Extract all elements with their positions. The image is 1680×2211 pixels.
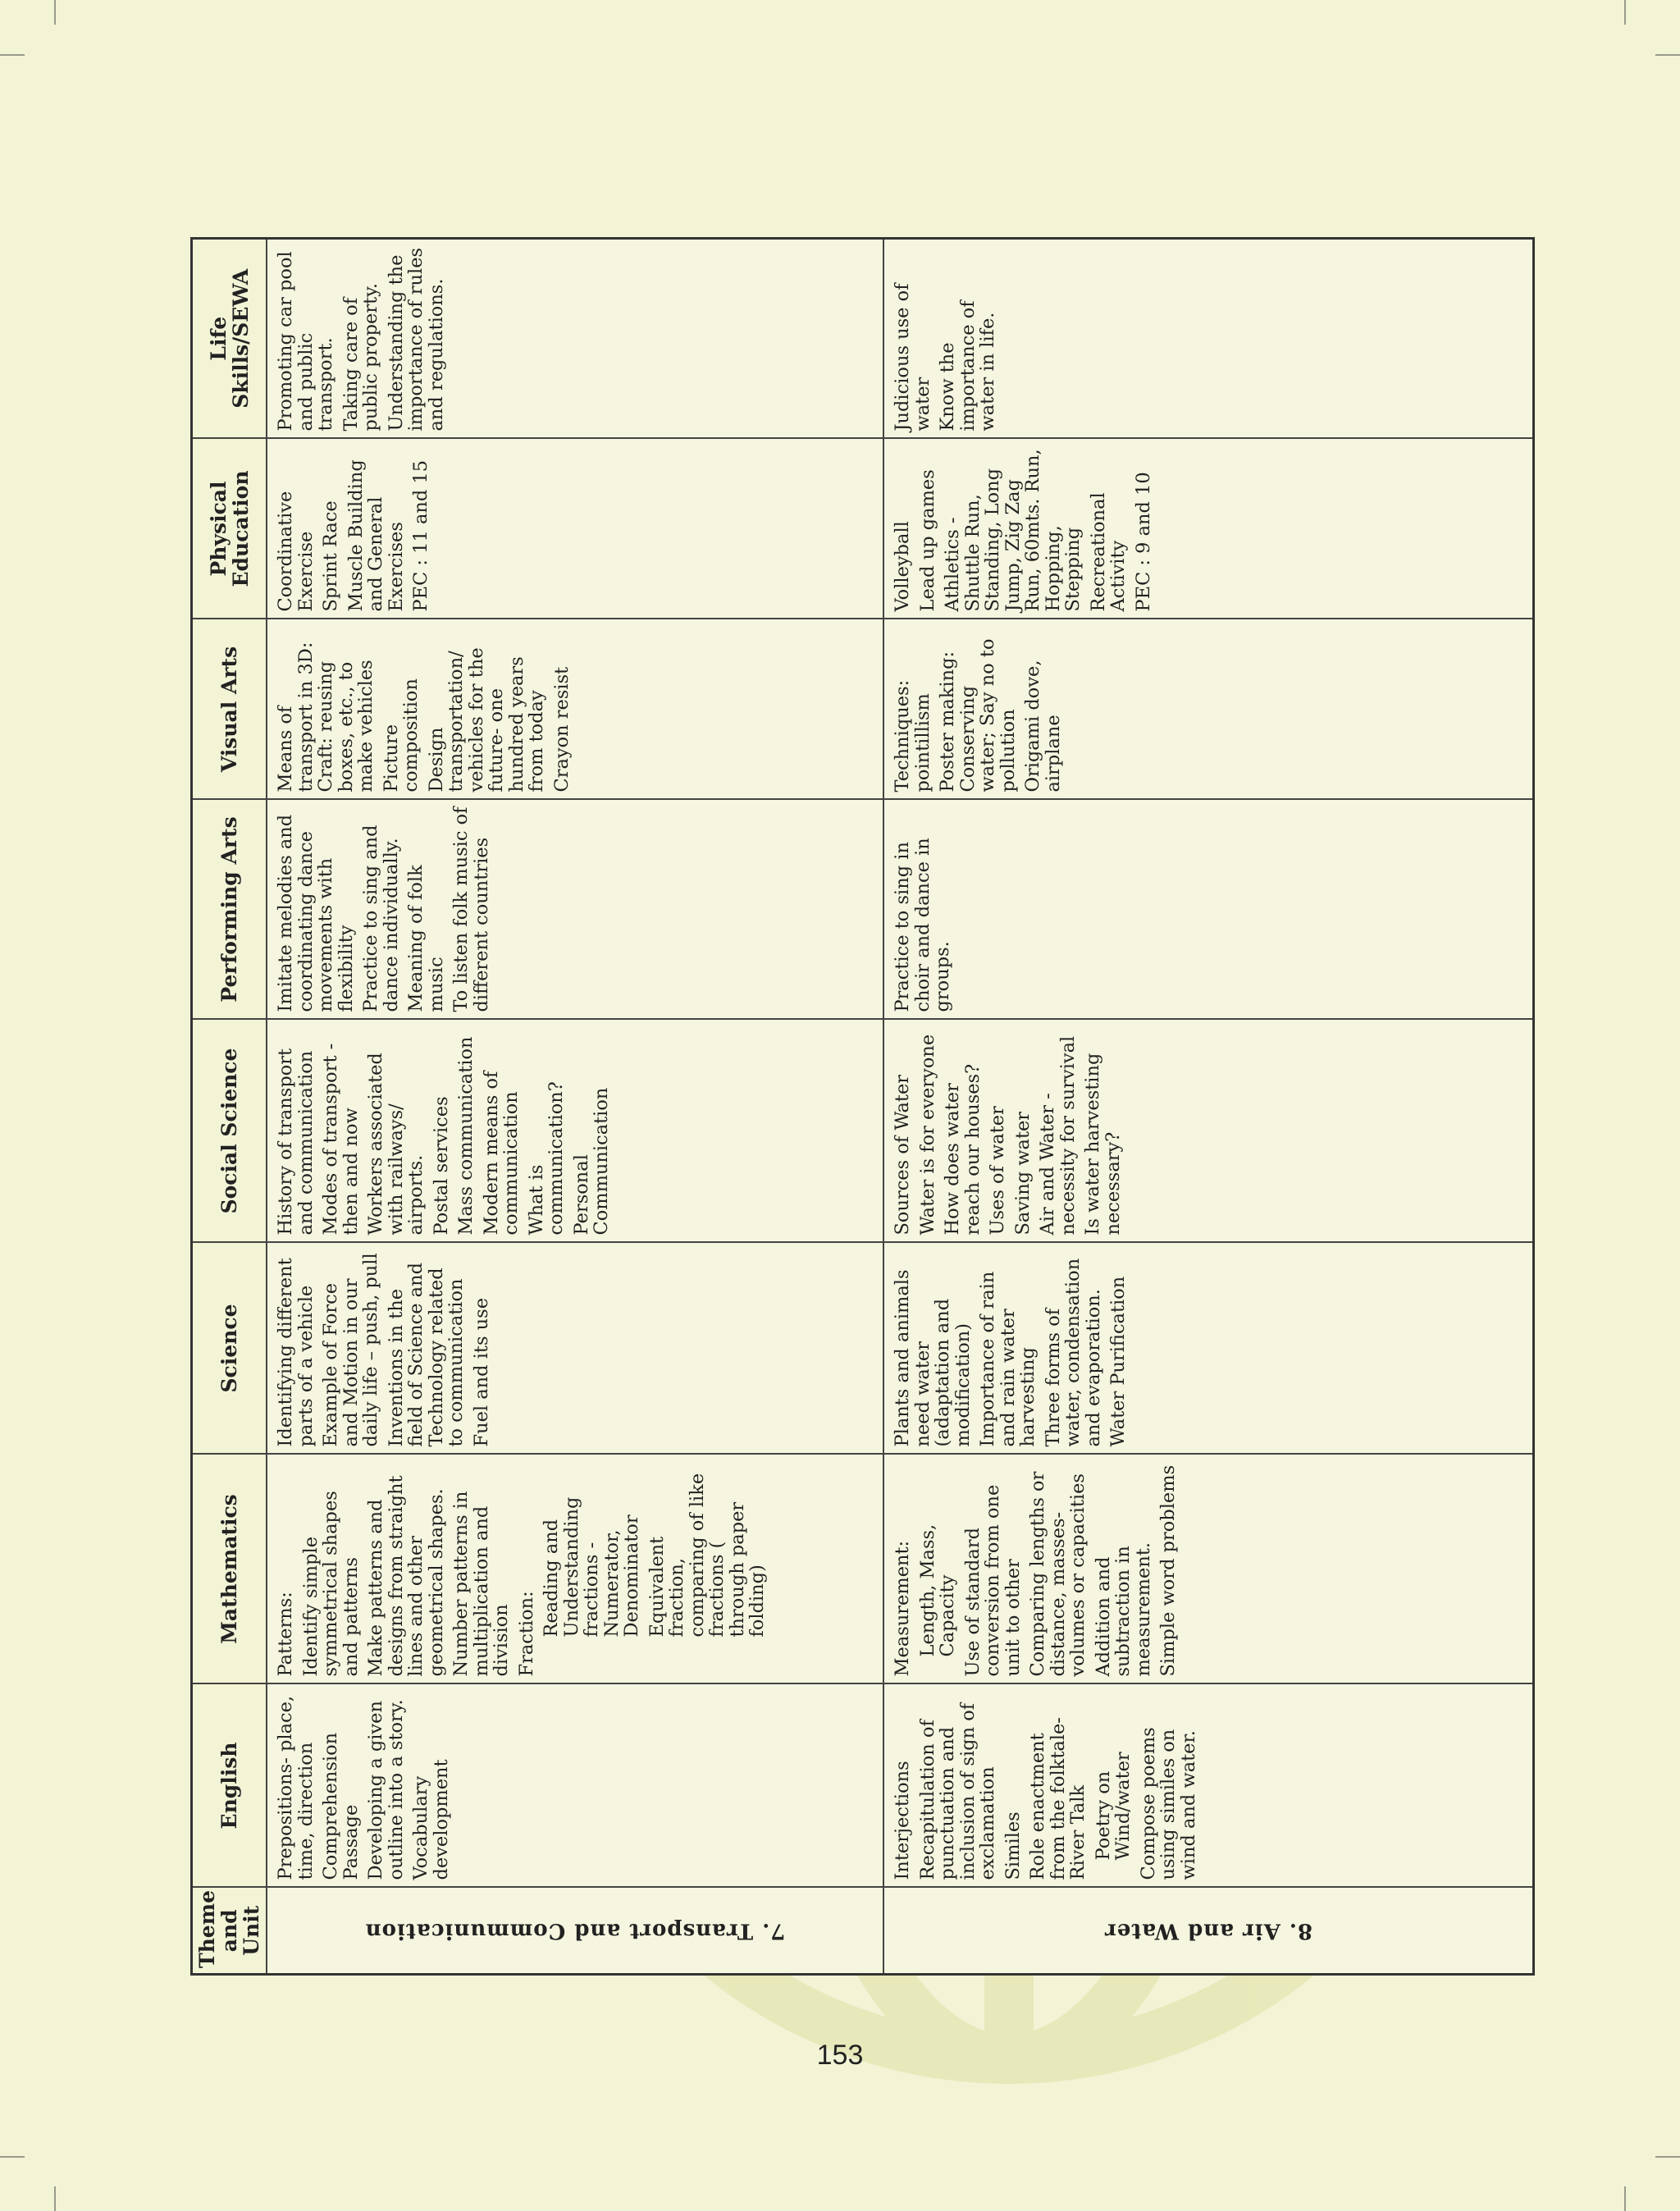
list-item: Poetry on Wind/water <box>1092 1752 1134 1861</box>
list-item: Vocabulary development <box>410 1759 452 1880</box>
header-life-skills: Life Skills/SEWA <box>192 239 267 439</box>
header-mathematics: Mathematics <box>192 1455 267 1684</box>
theme-label: 7. Transport and Communication <box>364 1918 786 1944</box>
list-item: Recapitulation of punctuation and inclusion of sign of exclamation <box>916 1702 998 1880</box>
list-item: Is water harvesting necessary? <box>1082 1053 1124 1236</box>
theme-label: 8. Air and Water <box>1103 1918 1313 1944</box>
list-item: Make patterns and designs from straight lines and other geometrical shapes. <box>365 1475 447 1677</box>
science-cell <box>267 1243 883 1455</box>
rotated-table-container <box>190 240 1491 1976</box>
science-cell <box>883 1243 1534 1455</box>
list-item: Measurement: <box>892 1540 913 1677</box>
list-item: Imitate melodies and coordinating dance movements with flexibility <box>275 814 357 1012</box>
crop-mark <box>54 0 56 25</box>
list-item: Plants and animals need water (adaptation and modification) <box>892 1269 974 1447</box>
list-item: Lead up games <box>916 469 938 612</box>
list-item: How does water reach our houses? <box>942 1063 984 1236</box>
list-item: Understanding the importance of rules and regulations. <box>385 247 447 432</box>
list-item: Taking care of public property. <box>340 282 381 432</box>
list-item: To listen folk music of different countries <box>450 806 492 1012</box>
list-item: Postal services <box>430 1096 452 1236</box>
table-row <box>267 239 883 1975</box>
list-item: PEC : 11 and 15 <box>410 459 431 612</box>
list-item: Coordinative Exercise <box>275 491 317 612</box>
list-item: Air and Water - necessity for survival <box>1037 1035 1079 1236</box>
list-item: Three forms of water, condensation and evaporation. <box>1042 1258 1104 1447</box>
visual-arts-cell <box>883 619 1534 800</box>
list-item: Similes <box>1002 1811 1024 1880</box>
list-item: Length, Mass, Capacity <box>916 1523 958 1657</box>
english-cell <box>267 1684 883 1888</box>
header-social-science: Social Science <box>192 1020 267 1243</box>
list-item: Inventions in the field of Science and Technology related to communication <box>385 1263 467 1447</box>
list-item: Fraction: <box>515 1591 537 1677</box>
header-visual-arts: Visual Arts <box>192 619 267 800</box>
list-item: Judicious use of water <box>892 283 934 432</box>
list-item: Comparing lengths or distance, masses- volumes or capacities <box>1027 1471 1089 1677</box>
list-item: Promoting car pool and public transport. <box>275 251 336 432</box>
list-item: Means of transport in 3D: Craft: reusing boxes, etc., to make vehicles <box>275 642 377 793</box>
list-item: Example of Force and Motion in our daily life – push, pull <box>320 1253 381 1447</box>
list-item: Origami dove, airplane <box>1022 660 1064 793</box>
list-item: History of transport and communication <box>275 1048 317 1236</box>
table-row <box>883 239 1534 1975</box>
theme-cell <box>883 1888 1534 1975</box>
list-item: Water Purification <box>1107 1276 1129 1447</box>
list-item: Fuel and its use <box>470 1297 492 1447</box>
list-item: Practice to sing and dance individually. <box>360 825 402 1012</box>
list-item: Picture composition <box>380 678 422 793</box>
header-row <box>192 239 267 1975</box>
list-item: Simple word problems <box>1157 1464 1179 1677</box>
list-item: Sprint Race <box>320 500 341 612</box>
visual-arts-cell <box>267 619 883 800</box>
list-item: Design transportation/ vehicles for the future- one hundred years from today <box>425 647 547 793</box>
header-science: Science <box>192 1243 267 1455</box>
crop-mark <box>0 2156 25 2158</box>
list-item: Compose poems using similes on wind and water. <box>1137 1727 1199 1880</box>
list-item: Meaning of folk music <box>405 865 447 1012</box>
list-item: Reading and Understanding fractions - Numerator, Denominator <box>541 1496 642 1638</box>
list-item: Crayon resist <box>550 666 573 793</box>
list-item: Interjections <box>892 1761 913 1880</box>
crop-mark <box>0 54 25 56</box>
social-science-cell <box>883 1020 1534 1243</box>
list-item: Use of standard conversion from one unit to other <box>961 1484 1024 1677</box>
curriculum-table <box>190 237 1535 1976</box>
crop-mark <box>1655 2156 1680 2158</box>
life-skills-cell <box>883 239 1534 439</box>
header-english: English <box>192 1684 267 1888</box>
list-item: Saving water <box>1011 1111 1034 1236</box>
list-item: What is communication? <box>525 1081 567 1236</box>
list-item: Personal Communication <box>570 1087 612 1236</box>
social-science-cell <box>267 1020 883 1243</box>
list-item: Number patterns in multiplication and division <box>450 1491 512 1677</box>
list-item: Modes of transport - then and now <box>320 1043 362 1236</box>
english-cell <box>883 1684 1534 1888</box>
list-item: Identifying different parts of a vehicle <box>275 1258 317 1447</box>
header-performing-arts: Performing Arts <box>192 800 267 1020</box>
crop-mark <box>1655 54 1680 56</box>
list-item: Identify simple symmetrical shapes and patterns <box>299 1491 362 1677</box>
list-item: Sources of Water <box>892 1074 913 1236</box>
list-item: Muscle Building and General Exercises <box>345 459 407 612</box>
list-item: Comprehension Passage <box>320 1732 362 1880</box>
list-item: Practice to sing in choir and dance in groups. <box>892 838 953 1012</box>
list-item: Workers associated with railways/ airports. <box>365 1053 427 1236</box>
list-item: Developing a given outline into a story. <box>365 1699 407 1880</box>
list-item: Equivalent fraction, comparing of like fractions ( through paper folding) <box>646 1473 768 1638</box>
page-number: 153 <box>816 2040 864 2071</box>
list-item: Athletics - Shuttle Run, Standing, Long Jump, Zig Zag Run, 60mts. Run, Hopping, Stepping <box>942 449 1084 612</box>
header-theme: Theme and Unit <box>192 1888 267 1975</box>
physical-education-cell <box>267 439 883 619</box>
performing-arts-cell <box>267 800 883 1020</box>
theme-cell <box>267 1888 883 1975</box>
list-item: Poster making: Conserving water; Say no to pollution <box>937 638 1019 793</box>
life-skills-cell <box>267 239 883 439</box>
header-physical-education: Physical Education <box>192 439 267 619</box>
mathematics-cell <box>267 1455 883 1684</box>
mathematics-cell <box>883 1455 1534 1684</box>
physical-education-cell <box>883 439 1534 619</box>
list-item: Prepositions- place, time, direction <box>275 1695 317 1880</box>
list-item: Volleyball <box>892 521 913 612</box>
list-item: Techniques: pointillism <box>892 679 934 793</box>
performing-arts-cell <box>883 800 1534 1020</box>
list-item: Recreational Activity <box>1087 492 1129 612</box>
list-item: Water is for everyone <box>916 1034 938 1236</box>
list-item: Modern means of communication <box>480 1071 522 1236</box>
list-item: Uses of water <box>987 1106 1008 1236</box>
list-item: PEC : 9 and 10 <box>1132 472 1154 612</box>
crop-mark <box>54 2186 56 2211</box>
list-item: Mass communication <box>455 1036 477 1236</box>
list-item: Addition and subtraction in measurement. <box>1092 1542 1154 1677</box>
crop-mark <box>1624 0 1626 25</box>
crop-mark <box>1624 2186 1626 2211</box>
list-item: Role enactment from the folktale- River Talk <box>1027 1717 1089 1880</box>
list-item: Patterns: <box>275 1592 296 1677</box>
list-item: Importance of rain and rain water harvesting <box>977 1271 1039 1447</box>
list-item: Know the importance of water in life. <box>937 300 998 432</box>
